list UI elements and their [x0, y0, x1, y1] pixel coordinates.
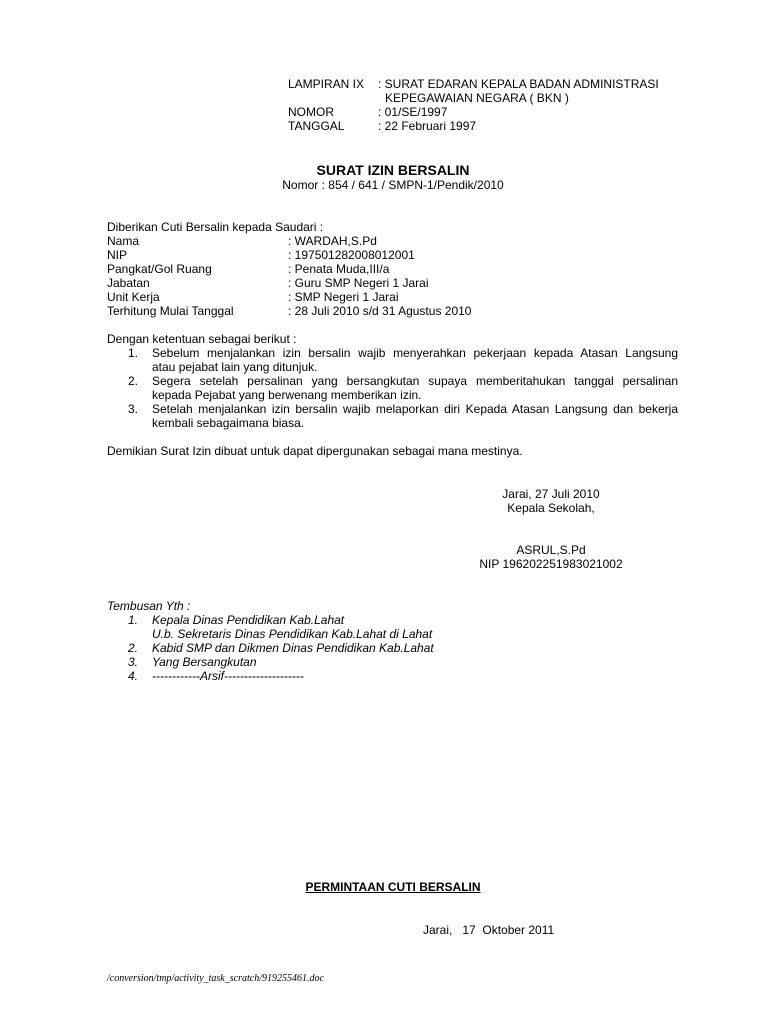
- signature-place-date: Jarai, 27 Juli 2010: [502, 487, 600, 501]
- field-value-unit-kerja: : SMP Negeri 1 Jarai: [288, 290, 399, 304]
- cc-number: 3.: [128, 655, 139, 669]
- cc-item: Yang Bersangkutan: [152, 655, 257, 669]
- condition-text: Setelah menjalankan izin bersalin wajib melaporkan diri Kepada Atasan Langsung dan bekerja: [152, 402, 678, 416]
- nomor-value: : 01/SE/1997: [378, 105, 448, 119]
- condition-text: Segera setelah persalinan yang bersangkutan supaya memberitahukan tanggal persalinan: [152, 374, 678, 388]
- lampiran-label: LAMPIRAN IX: [288, 77, 365, 91]
- field-label-pangkat: Pangkat/Gol Ruang: [107, 262, 212, 276]
- field-value-jabatan: : Guru SMP Negeri 1 Jarai: [288, 276, 429, 290]
- field-label-unit-kerja: Unit Kerja: [107, 290, 160, 304]
- condition-number: 2.: [128, 374, 139, 388]
- closing-text: Demikian Surat Izin dibuat untuk dapat dipergunakan sebagai mana mestinya.: [107, 444, 523, 458]
- field-label-terhitung: Terhitung Mulai Tanggal: [107, 304, 234, 318]
- second-title: PERMINTAAN CUTI BERSALIN: [305, 880, 481, 894]
- lampiran-value-continued: KEPEGAWAIAN NEGARA ( BKN ): [385, 91, 569, 105]
- condition-text-continued: kepada Pejabat yang berwenang memberikan izin.: [152, 388, 422, 402]
- tanggal-label: TANGGAL: [288, 119, 345, 133]
- cc-number: 2.: [128, 641, 139, 655]
- conditions-intro: Dengan ketentuan sebagai berikut :: [107, 332, 297, 346]
- cc-number: 4.: [128, 669, 139, 683]
- tanggal-value: : 22 Februari 1997: [378, 119, 477, 133]
- second-date: Jarai, 17 Oktober 2011: [423, 923, 555, 937]
- document-title: SURAT IZIN BERSALIN: [316, 162, 470, 178]
- intro-text: Diberikan Cuti Bersalin kepada Saudari :: [107, 220, 324, 234]
- lampiran-value: : SURAT EDARAN KEPALA BADAN ADMINISTRASI: [378, 77, 659, 91]
- signature-position: Kepala Sekolah,: [507, 501, 595, 515]
- field-label-nama: Nama: [107, 234, 140, 248]
- condition-text-continued: kembali sebagaimana biasa.: [152, 416, 305, 430]
- field-label-nip: NIP: [107, 248, 128, 262]
- field-value-pangkat: : Penata Muda,III/a: [288, 262, 390, 276]
- field-value-nip: : 197501282008012001: [288, 248, 415, 262]
- field-value-terhitung: : 28 Juli 2010 s/d 31 Agustus 2010: [288, 304, 472, 318]
- cc-number: 1.: [128, 613, 139, 627]
- cc-item: ------------Arsif--------------------: [152, 669, 304, 683]
- cc-heading: Tembusan Yth :: [107, 599, 191, 613]
- footer-path: /conversion/tmp/activity_task_scratch/919255461.doc: [107, 973, 324, 984]
- signature-nip: NIP 196202251983021002: [479, 557, 623, 571]
- field-label-jabatan: Jabatan: [107, 276, 150, 290]
- signature-name: ASRUL,S.Pd: [516, 543, 586, 557]
- cc-item-sub: U.b. Sekretaris Dinas Pendidikan Kab.Lahat di Lahat: [152, 627, 433, 641]
- condition-text: Sebelum menjalankan izin bersalin wajib menyerahkan pekerjaan kepada Atasan Langsung: [152, 346, 678, 360]
- field-value-nama: : WARDAH,S.Pd: [288, 234, 377, 248]
- document-number: Nomor : 854 / 641 / SMPN-1/Pendik/2010: [282, 178, 504, 192]
- cc-item: Kabid SMP dan Dikmen Dinas Pendidikan Kab.Lahat: [152, 641, 434, 655]
- nomor-label: NOMOR: [288, 105, 334, 119]
- condition-number: 3.: [128, 402, 139, 416]
- cc-item: Kepala Dinas Pendidikan Kab.Lahat: [152, 613, 345, 627]
- condition-text-continued: atau pejabat lain yang ditunjuk.: [152, 360, 318, 374]
- condition-number: 1.: [128, 346, 139, 360]
